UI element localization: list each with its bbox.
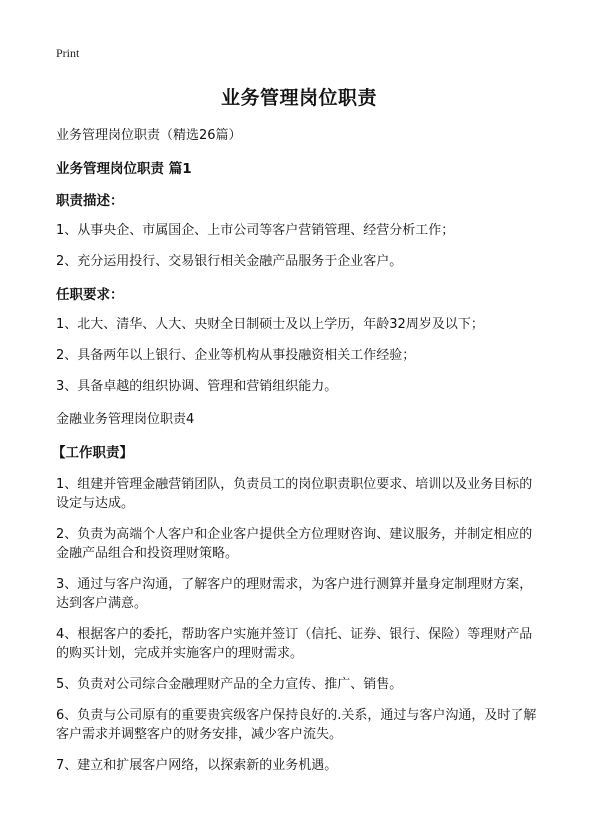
requirement-item: 1、北大、清华、人大、央财全日制硕士及以上学历，年龄32周岁及以下； (56, 317, 484, 332)
duty-item: 1、从事央企、市属国企、上市公司等客户营销管理、经营分析工作； (56, 223, 455, 238)
work-duties-heading: 【工作职责】 (52, 445, 133, 461)
work-item: 1、组建并管理金融营销团队，负责员工的岗位职责职位要求、培训以及业务目标的设定与达成。 (56, 477, 533, 511)
document-subtitle: 业务管理岗位职责（精选26篇） (56, 128, 242, 143)
print-label: Print (56, 46, 80, 60)
work-item: 2、负责为高端个人客户和企业客户提供全方位理财咨询、建议服务，并制定相应的金融产品组合和投资理财策略。 (56, 527, 533, 561)
duty-item: 2、充分运用投行、交易银行相关金融产品服务于企业客户。 (56, 254, 403, 269)
requirement-item: 2、具备两年以上银行、企业等机构从事投融资相关工作经验； (56, 348, 416, 363)
duties-heading: 职责描述： (56, 193, 124, 209)
requirements-heading: 任职要求： (56, 287, 124, 303)
requirement-item: 3、具备卓越的组织协调、管理和营销组织能力。 (56, 379, 338, 394)
work-item: 3、通过与客户沟通，了解客户的理财需求，为客户进行测算并量身定制理财方案，达到客户满意。 (56, 577, 533, 611)
work-item: 4、根据客户的委托，帮助客户实施并签订（信托、证券、银行、保险）等理财产品的购买计划，完成并实施客户的理财需求。 (56, 627, 533, 661)
document-title: 业务管理岗位职责 (220, 87, 377, 109)
work-item: 6、负责与公司原有的重要贵宾级客户保持良好的.关系，通过与客户沟通，及时了解客户需求并调整客户的财务安排，减少客户流失。 (56, 708, 537, 742)
work-item: 7、建立和扩展客户网络，以探索新的业务机遇。 (56, 758, 338, 773)
part4-line: 金融业务管理岗位职责4 (56, 412, 195, 427)
part1-heading: 业务管理岗位职责 篇1 (56, 161, 192, 177)
work-item: 5、负责对公司综合金融理财产品的全力宣传、推广、销售。 (56, 677, 403, 692)
